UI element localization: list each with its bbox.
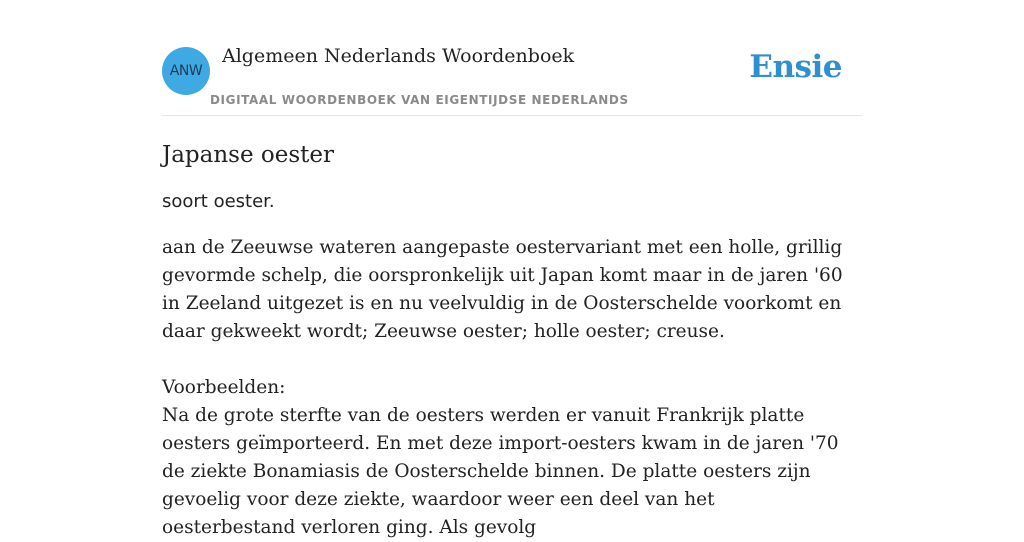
site-subtitle: DIGITAAL WOORDENBOEK VAN EIGENTIJDSE NEDERLANDS: [210, 93, 629, 107]
entry-title: Japanse oester: [162, 142, 335, 168]
paragraph-spacer: [162, 346, 852, 374]
anw-logo-text: ANW: [169, 63, 203, 79]
definition-text: aan de Zeeuwse wateren aangepaste oestervariant met een holle, grillig gevormde schelp, die oorspronkelijk uit Japan komt maar in de jaren '60 in Zeeland uitgezet is en nu veelvuldig in de Oosterschelde voorkomt en daar gekweekt wordt; Zeeuwse oester; holle oester; creuse.: [162, 237, 843, 342]
site-header: [162, 0, 862, 116]
definition-body: [162, 234, 852, 542]
anw-logo[interactable]: [162, 47, 210, 95]
short-definition: soort oester.: [162, 191, 275, 212]
examples-label: Voorbeelden:: [162, 377, 286, 398]
ensie-brand-logo[interactable]: Ensie: [749, 49, 842, 85]
site-title[interactable]: Algemeen Nederlands Woordenboek: [222, 45, 575, 67]
content-container: [162, 0, 862, 542]
example-text: Na de grote sterfte van de oesters werden er vanuit Frankrijk platte oesters geïmporteerd. En met deze import-oesters kwam in de jaren '70 de ziekte Bonamiasis de Oosterschelde binnen. De platte oesters zijn gevoelig voor deze ziekte, waardoor weer een deel van het oesterbestand verloren ging. Als gevolg: [162, 405, 839, 538]
